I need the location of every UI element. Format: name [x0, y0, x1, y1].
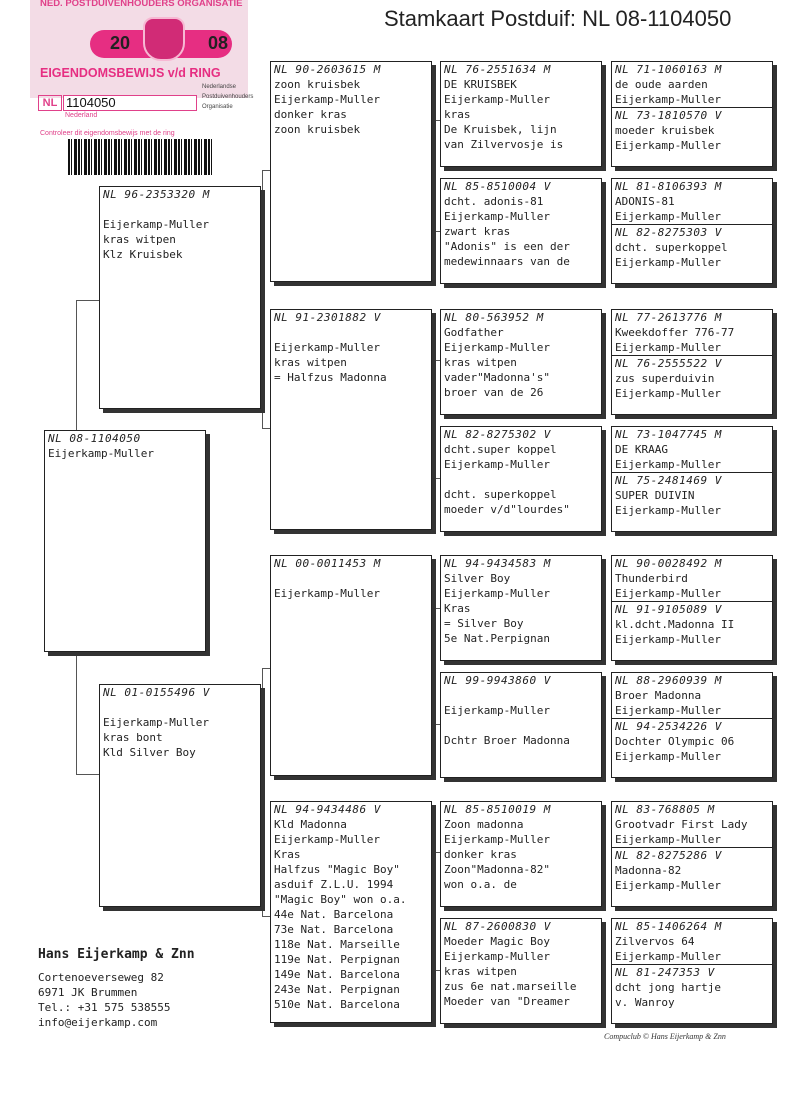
great-grandparent-line: Zoon madonna	[444, 818, 524, 831]
great-grandparent-line: Eijerkamp-Muller	[444, 341, 550, 354]
ggg-ring: NL 91-9105089 V	[612, 601, 772, 617]
great-grandparent-line	[441, 472, 601, 487]
grandparent-line: zoon kruisbek	[274, 78, 361, 91]
ggg-line: kl.dcht.Madonna II	[615, 618, 735, 631]
connector	[262, 170, 263, 428]
connector	[434, 608, 435, 724]
owner-phone: Tel.: +31 575 538555	[38, 1001, 171, 1014]
connector	[434, 120, 435, 231]
great-grandparent-line	[441, 688, 601, 703]
ggg-ring: NL 81-8106393 M	[615, 180, 722, 193]
parent-line: kras witpen	[103, 233, 176, 246]
ggg-line: Eijerkamp-Muller	[615, 256, 721, 269]
owner-address-line: Cortenoeverseweg 82	[38, 971, 164, 984]
great-grandparent-box	[440, 309, 602, 415]
grandparent-line: "Magic Boy" won o.a.	[274, 893, 407, 906]
card-eigendomsbewijs: EIGENDOMSBEWIJS v/d RING	[40, 66, 221, 80]
grandparent-ring: NL 00-0011453 M	[274, 557, 381, 570]
great-grandparent-line: dcht.super koppel	[444, 443, 557, 456]
parent-line: Eijerkamp-Muller	[103, 716, 209, 729]
parent-box-father	[99, 186, 261, 409]
ggg-ring: NL 77-2613776 M	[615, 311, 722, 324]
year-left: 20	[110, 33, 131, 53]
connector	[434, 852, 435, 970]
barcode	[68, 139, 214, 175]
ggg-line: dcht. superkoppel	[615, 241, 728, 254]
ggg-ring: NL 71-1060163 M	[615, 63, 722, 76]
grandparent-line: 243e Nat. Perpignan	[274, 983, 400, 996]
great-grandparent-line: zwart kras	[444, 225, 511, 238]
ggg-pair-box	[611, 672, 773, 778]
great-grandparent-line: Moeder van "Dreamer	[444, 995, 570, 1008]
parent-box-mother	[99, 684, 261, 907]
grandparent-line: donker kras	[274, 108, 347, 121]
great-grandparent-line: Moeder Magic Boy	[444, 935, 550, 948]
ggg-ring: NL 75-2481469 V	[612, 472, 772, 488]
ggg-line: dcht jong hartje	[615, 981, 721, 994]
ggg-line: Eijerkamp-Muller	[615, 93, 721, 106]
great-grandparent-line: medewinnaars van de	[444, 255, 570, 268]
connector	[76, 300, 100, 301]
ggg-line: Eijerkamp-Muller	[615, 587, 721, 600]
grandparent-line: Eijerkamp-Muller	[274, 93, 380, 106]
parent-line: Kld Silver Boy	[103, 746, 196, 759]
great-grandparent-ring: NL 99-9943860 V	[444, 674, 551, 687]
great-grandparent-line: Eijerkamp-Muller	[444, 210, 550, 223]
great-grandparent-line: Eijerkamp-Muller	[444, 93, 550, 106]
ggg-line: Eijerkamp-Muller	[615, 341, 721, 354]
owner-address-line: 6971 JK Brummen	[38, 986, 138, 999]
owner-email[interactable]: info@eijerkamp.com	[38, 1016, 158, 1029]
ggg-ring: NL 82-8275286 V	[612, 847, 772, 863]
great-grandparent-line: "Adonis" is een der	[444, 240, 570, 253]
great-grandparent-line: Eijerkamp-Muller	[444, 833, 550, 846]
great-grandparent-line: = Silver Boy	[444, 617, 524, 630]
great-grandparent-line: DE KRUISBEK	[444, 78, 517, 91]
grandparent-line: Eijerkamp-Muller	[274, 833, 380, 846]
ggg-line: Eijerkamp-Muller	[615, 387, 721, 400]
great-grandparent-line: Eijerkamp-Muller	[444, 950, 550, 963]
parent-ring: NL 01-0155496 V	[103, 686, 210, 699]
great-grandparent-ring: NL 82-8275302 V	[444, 428, 551, 441]
ggg-pair-box	[611, 555, 773, 661]
grandparent-box	[270, 309, 432, 530]
great-grandparent-ring: NL 85-8510019 M	[444, 803, 551, 816]
ggg-line: Broer Madonna	[615, 689, 702, 702]
ggg-line: zus superduivin	[615, 372, 715, 385]
card-ring-number: 1104050	[63, 95, 197, 111]
great-grandparent-line: Zoon"Madonna-82"	[444, 863, 550, 876]
ggg-pair-box	[611, 426, 773, 532]
great-grandparent-ring: NL 76-2551634 M	[444, 63, 551, 76]
grandparent-ring: NL 90-2603615 M	[274, 63, 381, 76]
npo-logo: Nederlandse Postduivenhouders Organisatie	[202, 84, 254, 110]
great-grandparent-line: Silver Boy	[444, 572, 511, 585]
great-grandparent-line: Eijerkamp-Muller	[444, 704, 550, 717]
grandparent-line: Eijerkamp-Muller	[274, 341, 380, 354]
parent-line: Eijerkamp-Muller	[103, 218, 209, 231]
ggg-line: moeder kruisbek	[615, 124, 715, 137]
great-grandparent-box	[440, 555, 602, 661]
ggg-ring: NL 82-8275303 V	[612, 224, 772, 240]
grandparent-line: 510e Nat. Barcelona	[274, 998, 400, 1011]
great-grandparent-line: broer van de 26	[444, 386, 544, 399]
ggg-line: Grootvadr First Lady	[615, 818, 748, 831]
grandparent-line: kras witpen	[274, 356, 347, 369]
ggg-line: Eijerkamp-Muller	[615, 504, 721, 517]
grandparent-line: 73e Nat. Barcelona	[274, 923, 394, 936]
grandparent-line	[271, 325, 431, 340]
ggg-ring: NL 76-2555522 V	[612, 355, 772, 371]
grandparent-line: Kras	[274, 848, 301, 861]
owner-block	[38, 947, 195, 1030]
card-country: Nederland	[65, 112, 98, 119]
ggg-line: Eijerkamp-Muller	[615, 833, 721, 846]
ggg-pair-box	[611, 178, 773, 284]
grandparent-box	[270, 555, 432, 776]
ggg-ring: NL 81-247353 V	[612, 964, 772, 980]
ggg-ring: NL 73-1810570 V	[612, 107, 772, 123]
great-grandparent-line: vader"Madonna's"	[444, 371, 550, 384]
crest-icon	[143, 17, 185, 61]
great-grandparent-line: Eijerkamp-Muller	[444, 587, 550, 600]
ggg-line: Thunderbird	[615, 572, 688, 585]
grandparent-line	[271, 571, 431, 586]
ggg-line: Eijerkamp-Muller	[615, 750, 721, 763]
ggg-pair-box	[611, 801, 773, 907]
great-grandparent-line: Eijerkamp-Muller	[444, 458, 550, 471]
ggg-line: Dochter Olympic 06	[615, 735, 735, 748]
grandparent-line: Eijerkamp-Muller	[274, 587, 380, 600]
ggg-ring: NL 73-1047745 M	[615, 428, 722, 441]
grandparent-line: Kld Madonna	[274, 818, 347, 831]
ggg-line: ADONIS-81	[615, 195, 675, 208]
ggg-line: SUPER DUIVIN	[615, 489, 695, 502]
great-grandparent-box	[440, 918, 602, 1024]
pigeon-box	[44, 430, 206, 652]
connector	[262, 668, 263, 916]
ggg-ring: NL 88-2960939 M	[615, 674, 722, 687]
great-grandparent-box	[440, 178, 602, 284]
grandparent-line: asduif Z.L.U. 1994	[274, 878, 394, 891]
grandparent-line: zoon kruisbek	[274, 123, 361, 136]
great-grandparent-ring: NL 85-8510004 V	[444, 180, 551, 193]
parent-line: kras bont	[103, 731, 163, 744]
ggg-line: Eijerkamp-Muller	[615, 879, 721, 892]
grandparent-box	[270, 801, 432, 1023]
great-grandparent-line: moeder v/d"lourdes"	[444, 503, 570, 516]
parent-line	[100, 700, 260, 715]
ggg-line: Eijerkamp-Muller	[615, 210, 721, 223]
ggg-line: Eijerkamp-Muller	[615, 950, 721, 963]
ggg-pair-box	[611, 61, 773, 167]
ggg-line: Eijerkamp-Muller	[615, 633, 721, 646]
great-grandparent-line: kras	[444, 108, 471, 121]
grandparent-line: 119e Nat. Perpignan	[274, 953, 400, 966]
grandparent-line: = Halfzus Madonna	[274, 371, 387, 384]
ggg-ring: NL 85-1406264 M	[615, 920, 722, 933]
card-nl: NL	[38, 95, 62, 111]
owner-name: Hans Eijerkamp & Znn	[38, 947, 195, 962]
parent-line	[100, 202, 260, 217]
great-grandparent-line	[441, 718, 601, 733]
ggg-line: Eijerkamp-Muller	[615, 458, 721, 471]
great-grandparent-ring: NL 94-9434583 M	[444, 557, 551, 570]
parent-line: Klz Kruisbek	[103, 248, 183, 261]
great-grandparent-ring: NL 80-563952 M	[444, 311, 544, 324]
year-right: 08	[208, 33, 229, 53]
connector	[76, 300, 77, 430]
pigeon-ring: NL 08-1104050	[48, 432, 141, 445]
footer-credit: Compuclub © Hans Eijerkamp & Znn	[604, 1032, 726, 1041]
ggg-pair-box	[611, 309, 773, 415]
grandparent-line: Halfzus "Magic Boy"	[274, 863, 400, 876]
ggg-line: Eijerkamp-Muller	[615, 704, 721, 717]
ggg-line: Kweekdoffer 776-77	[615, 326, 735, 339]
great-grandparent-line: dcht. superkoppel	[444, 488, 557, 501]
grandparent-line: 44e Nat. Barcelona	[274, 908, 394, 921]
great-grandparent-box	[440, 61, 602, 167]
ggg-ring: NL 90-0028492 M	[615, 557, 722, 570]
great-grandparent-box	[440, 801, 602, 907]
ggg-line: DE KRAAG	[615, 443, 668, 456]
great-grandparent-line: Godfather	[444, 326, 504, 339]
great-grandparent-box	[440, 672, 602, 778]
ggg-line: de oude aarden	[615, 78, 708, 91]
ggg-pair-box	[611, 918, 773, 1024]
connector	[434, 360, 435, 478]
great-grandparent-line: kras witpen	[444, 965, 517, 978]
great-grandparent-line: van Zilvervosje is	[444, 138, 564, 151]
parent-ring: NL 96-2353320 M	[103, 188, 210, 201]
great-grandparent-line: zus 6e nat.marseille	[444, 980, 577, 993]
connector	[76, 651, 77, 774]
grandparent-ring: NL 94-9434486 V	[274, 803, 381, 816]
card-org: NED. POSTDUIVENHOUDERS ORGANISATIE	[40, 0, 243, 9]
great-grandparent-line: De Kruisbek, lijn	[444, 123, 557, 136]
grandparent-box	[270, 61, 432, 282]
great-grandparent-line: Dchtr Broer Madonna	[444, 734, 570, 747]
grandparent-ring: NL 91-2301882 V	[274, 311, 381, 324]
ggg-line: v. Wanroy	[615, 996, 675, 1009]
ggg-line: Zilvervos 64	[615, 935, 695, 948]
great-grandparent-line: Kras	[444, 602, 471, 615]
connector	[76, 774, 100, 775]
great-grandparent-line: 5e Nat.Perpignan	[444, 632, 550, 645]
ggg-ring: NL 94-2534226 V	[612, 718, 772, 734]
grandparent-line: 149e Nat. Barcelona	[274, 968, 400, 981]
card-controle: Controleer dit eigendomsbewijs met de ring	[40, 130, 175, 137]
great-grandparent-ring: NL 87-2600830 V	[444, 920, 551, 933]
grandparent-line: 118e Nat. Marseille	[274, 938, 400, 951]
great-grandparent-line: kras witpen	[444, 356, 517, 369]
ggg-line: Eijerkamp-Muller	[615, 139, 721, 152]
great-grandparent-line: donker kras	[444, 848, 517, 861]
ggg-line: Madonna-82	[615, 864, 682, 877]
ggg-ring: NL 83-768805 M	[615, 803, 715, 816]
page-title: Stamkaart Postduif: NL 08-1104050	[384, 6, 732, 31]
pigeon-line: Eijerkamp-Muller	[48, 447, 154, 460]
great-grandparent-box	[440, 426, 602, 532]
great-grandparent-line: dcht. adonis-81	[444, 195, 544, 208]
ownership-card	[30, 0, 254, 128]
great-grandparent-line: won o.a. de	[444, 878, 517, 891]
